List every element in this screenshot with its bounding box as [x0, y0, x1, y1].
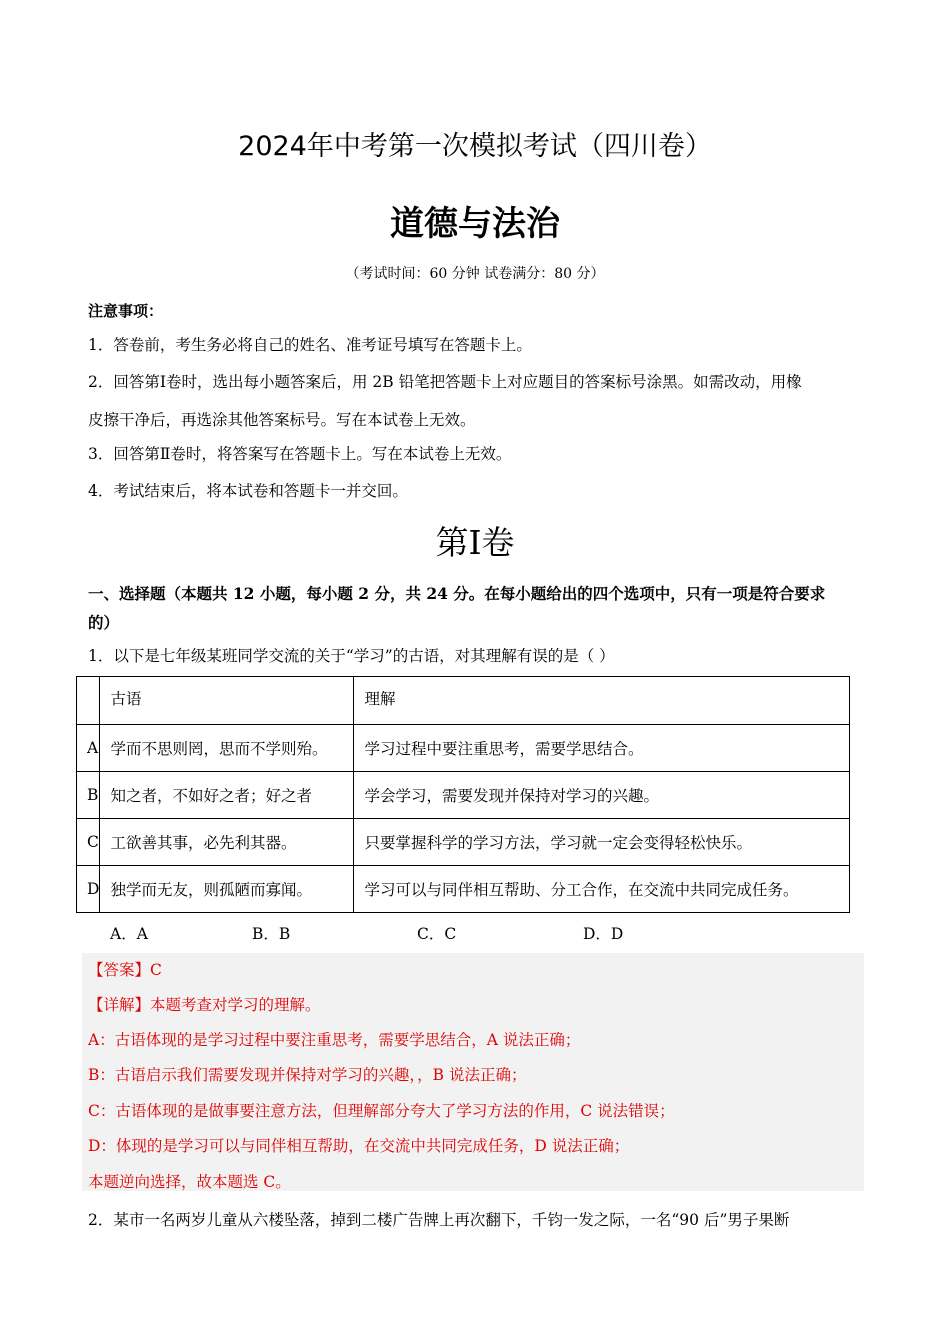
notice-item: 2．回答第Ⅰ卷时，选出每小题答案后，用 2B 铅笔把答题卡上对应题目的答案标号涂黑。如需改动，用橡 — [88, 373, 802, 391]
option-d: D．D — [583, 925, 624, 943]
option-b: B．B — [252, 925, 291, 943]
option-c: C．C — [417, 925, 457, 943]
table-cell: B — [77, 772, 100, 819]
explanation-line: C：古语体现的是做事要注意方法，但理解部分夸大了学习方法的作用，C 说法错误； — [88, 1102, 675, 1120]
table-cell: 独学而无友，则孤陋而寡闻。 — [100, 866, 354, 913]
table-row — [77, 772, 850, 819]
subject-title: 道德与法治 — [390, 204, 560, 244]
table-header-cell: 古语 — [100, 677, 354, 725]
notice-item: 皮擦干净后，再选涂其他答案标号。写在本试卷上无效。 — [88, 411, 476, 429]
answer-line: 【答案】C — [88, 961, 162, 979]
table-header-cell — [77, 677, 100, 725]
notice-title: 注意事项： — [88, 302, 164, 320]
section-title: 一、选择题（本题共 12 小题，每小题 2 分，共 24 分。在每小题给出的四个选项中，只有一项是符合要求 — [88, 584, 826, 603]
exam-info: （考试时间：60 分钟 试卷满分：80 分） — [345, 266, 605, 282]
notice-item: 4．考试结束后，将本试卷和答题卡一并交回。 — [88, 482, 408, 500]
question-1-stem: 1．以下是七年级某班同学交流的关于“学习”的古语，对其理解有误的是（ ） — [88, 647, 615, 665]
table-cell: 学会学习，需要发现并保持对学习的兴趣。 — [354, 772, 850, 819]
table-header-cell: 理解 — [354, 677, 850, 725]
exam-title: 2024年中考第一次模拟考试（四川卷） — [238, 131, 712, 162]
table-cell: 学习过程中要注重思考，需要学思结合。 — [354, 725, 850, 772]
option-a: A．A — [110, 925, 148, 943]
table-cell: C — [77, 819, 100, 866]
table-cell: D — [77, 866, 100, 913]
table-cell: 学习可以与同伴相互帮助、分工合作，在交流中共同完成任务。 — [354, 866, 850, 913]
detail-line: 【详解】本题考查对学习的理解。 — [88, 996, 321, 1014]
table-cell: 学而不思则罔，思而不学则殆。 — [100, 725, 354, 772]
volume-title: 第Ⅰ卷 — [435, 523, 515, 562]
table-cell: 知之者，不如好之者；好之者 — [100, 772, 354, 819]
question-2-stem: 2．某市一名两岁儿童从六楼坠落，掉到二楼广告牌上再次翻下，千钧一发之际，一名“90 后”男子果断 — [88, 1211, 790, 1229]
table-cell: 工欲善其事，必先利其器。 — [100, 819, 354, 866]
explanation-line: D：体现的是学习可以与同伴相互帮助，在交流中共同完成任务，D 说法正确； — [88, 1137, 630, 1155]
explanation-line: B：古语启示我们需要发现并保持对学习的兴趣，，B 说法正确； — [88, 1066, 527, 1084]
explanation-line: A：古语体现的是学习过程中要注重思考，需要学思结合，A 说法正确； — [88, 1031, 581, 1049]
table-cell: 只要掌握科学的学习方法，学习就一定会变得轻松快乐。 — [354, 819, 850, 866]
table-row — [77, 725, 850, 772]
notice-item: 3．回答第Ⅱ卷时，将答案写在答题卡上。写在本试卷上无效。 — [88, 445, 512, 463]
explanation-line: 本题逆向选择，故本题选 C。 — [88, 1173, 291, 1191]
question-1-table — [76, 676, 850, 913]
notice-item: 1．答卷前，考生务必将自己的姓名、准考证号填写在答题卡上。 — [88, 336, 532, 354]
table-cell: A — [77, 725, 100, 772]
table-row — [77, 866, 850, 913]
section-title-cont: 的） — [88, 613, 120, 632]
table-row — [77, 677, 850, 725]
table-row — [77, 819, 850, 866]
